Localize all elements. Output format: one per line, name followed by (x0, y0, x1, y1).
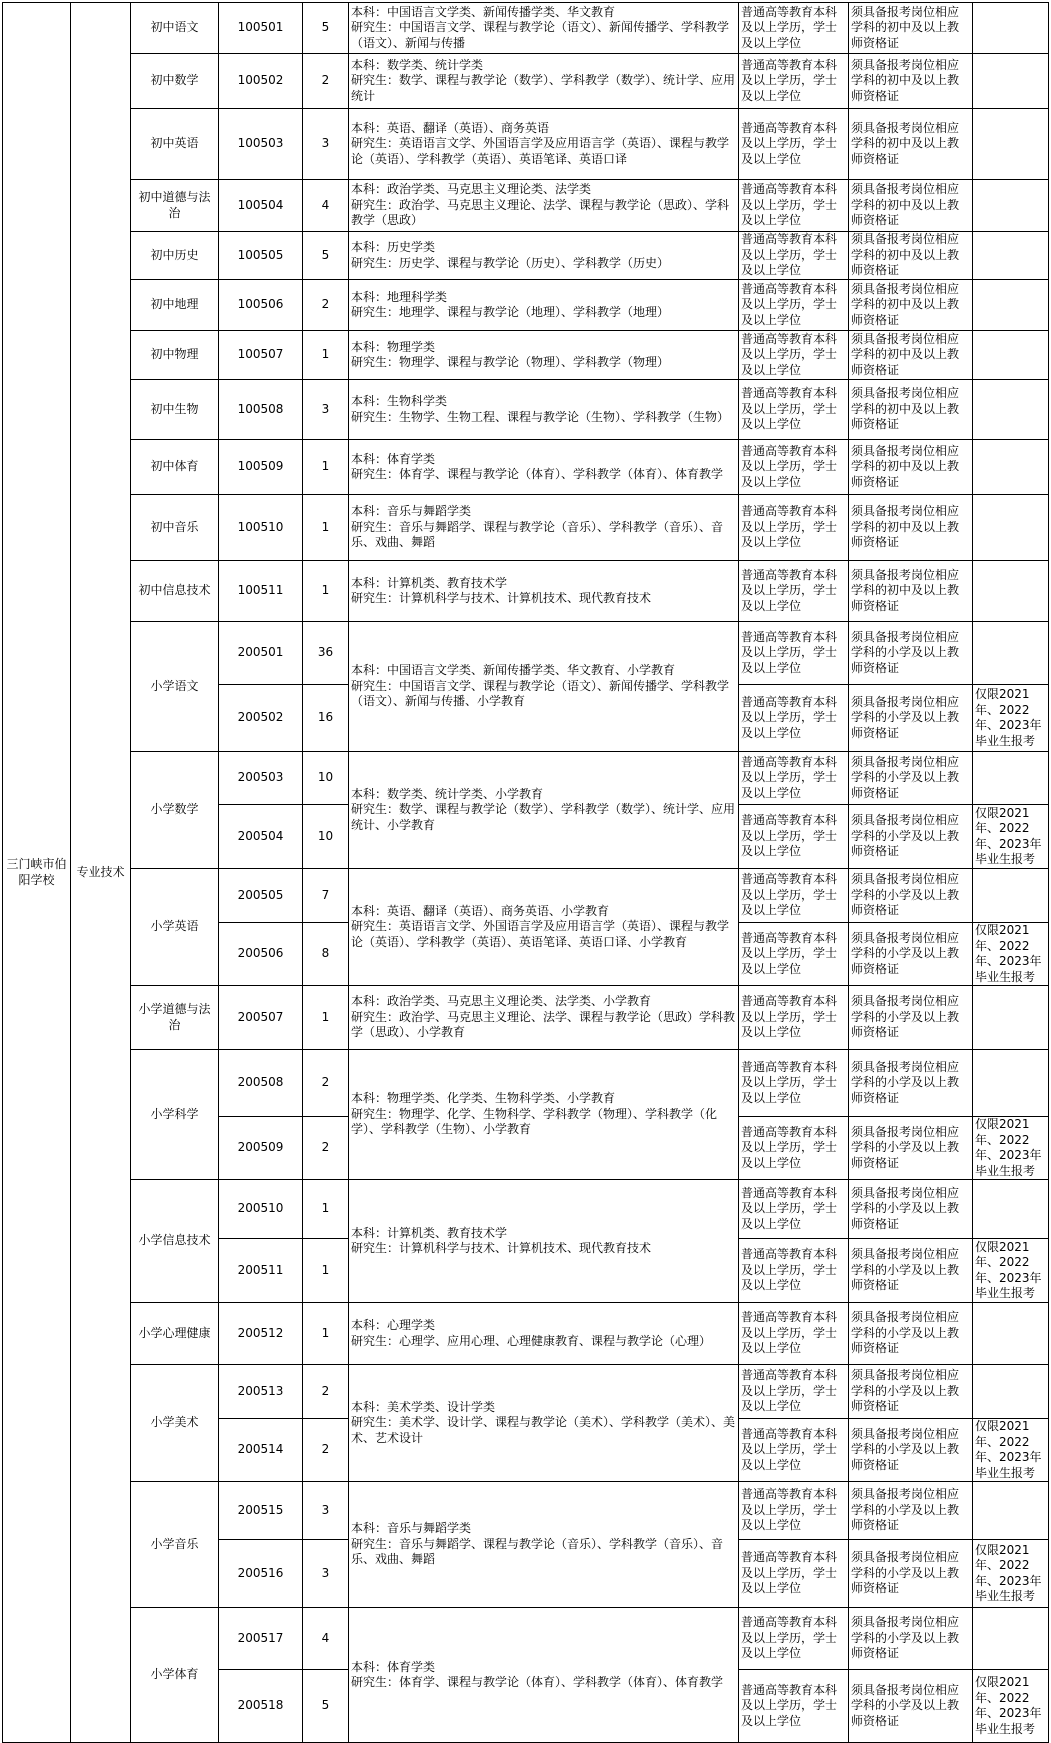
certificate-requirement: 须具备报考岗位相应学科的初中及以上教师资格证 (849, 561, 973, 622)
position-category: 专业技术 (71, 3, 131, 1743)
hiring-count: 1 (303, 1303, 349, 1365)
education-requirement: 普通高等教育本科及以上学历，学士及以上学位 (739, 1050, 849, 1117)
position-code: 200512 (219, 1303, 303, 1365)
major-requirement: 本科：地理科学类 研究生：地理学、课程与教学论（地理）、学科教学（地理） (349, 280, 739, 331)
subject-name: 初中音乐 (131, 495, 219, 561)
position-code: 200507 (219, 986, 303, 1050)
subject-name: 初中英语 (131, 109, 219, 180)
table-row (3, 331, 1049, 380)
position-code: 100510 (219, 495, 303, 561)
education-requirement: 普通高等教育本科及以上学历，学士及以上学位 (739, 1540, 849, 1608)
hiring-count: 36 (303, 622, 349, 685)
hiring-count: 1 (303, 495, 349, 561)
remark-cell (973, 495, 1049, 561)
subject-name: 小学数学 (131, 752, 219, 869)
education-requirement: 普通高等教育本科及以上学历，学士及以上学位 (739, 869, 849, 923)
certificate-requirement: 须具备报考岗位相应学科的小学及以上教师资格证 (849, 1419, 973, 1482)
position-code: 100502 (219, 54, 303, 109)
remark-cell (973, 3, 1049, 54)
certificate-requirement: 须具备报考岗位相应学科的小学及以上教师资格证 (849, 685, 973, 752)
certificate-requirement: 须具备报考岗位相应学科的初中及以上教师资格证 (849, 109, 973, 180)
certificate-requirement: 须具备报考岗位相应学科的初中及以上教师资格证 (849, 180, 973, 232)
education-requirement: 普通高等教育本科及以上学历，学士及以上学位 (739, 622, 849, 685)
education-requirement: 普通高等教育本科及以上学历，学士及以上学位 (739, 923, 849, 986)
position-code: 200510 (219, 1180, 303, 1239)
table-row (3, 1365, 1049, 1419)
certificate-requirement: 须具备报考岗位相应学科的小学及以上教师资格证 (849, 1365, 973, 1419)
subject-name: 小学音乐 (131, 1482, 219, 1608)
certificate-requirement: 须具备报考岗位相应学科的初中及以上教师资格证 (849, 331, 973, 380)
certificate-requirement: 须具备报考岗位相应学科的小学及以上教师资格证 (849, 1180, 973, 1239)
position-code: 100509 (219, 440, 303, 495)
certificate-requirement: 须具备报考岗位相应学科的小学及以上教师资格证 (849, 869, 973, 923)
remark-cell (973, 1482, 1049, 1540)
hiring-count: 7 (303, 869, 349, 923)
education-requirement: 普通高等教育本科及以上学历，学士及以上学位 (739, 1419, 849, 1482)
major-requirement: 本科：数学类、统计学类 研究生：数学、课程与教学论（数学）、学科教学（数学）、统计学、应用统计 (349, 54, 739, 109)
hiring-count: 8 (303, 923, 349, 986)
subject-name: 初中地理 (131, 280, 219, 331)
organization-name: 三门峡市伯阳学校 (3, 3, 71, 1743)
major-requirement: 本科：中国语言文学类、新闻传播学类、华文教育、小学教育 研究生：中国语言文学、课程与教学论（语文）、新闻传播学、学科教学（语文）、新闻与传播、小学教育 (349, 622, 739, 752)
remark-cell (973, 331, 1049, 380)
table-row (3, 109, 1049, 180)
subject-name: 小学科学 (131, 1050, 219, 1180)
certificate-requirement: 须具备报考岗位相应学科的小学及以上教师资格证 (849, 1670, 973, 1743)
position-code: 200506 (219, 923, 303, 986)
major-requirement: 本科：音乐与舞蹈学类 研究生：音乐与舞蹈学、课程与教学论（音乐）、学科教学（音乐）、音乐、戏曲、舞蹈 (349, 1482, 739, 1608)
education-requirement: 普通高等教育本科及以上学历，学士及以上学位 (739, 1239, 849, 1303)
subject-name: 小学语文 (131, 622, 219, 752)
hiring-count: 2 (303, 1419, 349, 1482)
hiring-count: 1 (303, 986, 349, 1050)
certificate-requirement: 须具备报考岗位相应学科的初中及以上教师资格证 (849, 54, 973, 109)
position-code: 100507 (219, 331, 303, 380)
subject-name: 初中信息技术 (131, 561, 219, 622)
position-code: 200516 (219, 1540, 303, 1608)
position-code: 200501 (219, 622, 303, 685)
education-requirement: 普通高等教育本科及以上学历，学士及以上学位 (739, 3, 849, 54)
major-requirement: 本科：计算机类、教育技术学 研究生：计算机科学与技术、计算机技术、现代教育技术 (349, 561, 739, 622)
hiring-count: 1 (303, 1180, 349, 1239)
position-code: 200504 (219, 805, 303, 869)
education-requirement: 普通高等教育本科及以上学历，学士及以上学位 (739, 180, 849, 232)
remark-cell (973, 280, 1049, 331)
major-requirement: 本科：中国语言文学类、新闻传播学类、华文教育 研究生：中国语言文学、课程与教学论（语文）、新闻传播学、学科教学（语文）、新闻与传播 (349, 3, 739, 54)
certificate-requirement: 须具备报考岗位相应学科的初中及以上教师资格证 (849, 380, 973, 440)
position-code: 200505 (219, 869, 303, 923)
remark-cell (973, 869, 1049, 923)
hiring-count: 10 (303, 752, 349, 805)
certificate-requirement: 须具备报考岗位相应学科的小学及以上教师资格证 (849, 986, 973, 1050)
remark-cell (973, 1303, 1049, 1365)
table-row (3, 1180, 1049, 1239)
hiring-count: 2 (303, 280, 349, 331)
table-row (3, 622, 1049, 685)
position-code: 100505 (219, 232, 303, 280)
hiring-count: 16 (303, 685, 349, 752)
hiring-count: 2 (303, 1117, 349, 1180)
certificate-requirement: 须具备报考岗位相应学科的初中及以上教师资格证 (849, 280, 973, 331)
subject-name: 初中道德与法治 (131, 180, 219, 232)
education-requirement: 普通高等教育本科及以上学历，学士及以上学位 (739, 685, 849, 752)
position-code: 100511 (219, 561, 303, 622)
table-row (3, 1303, 1049, 1365)
hiring-count: 5 (303, 3, 349, 54)
hiring-count: 4 (303, 1608, 349, 1670)
education-requirement: 普通高等教育本科及以上学历，学士及以上学位 (739, 1365, 849, 1419)
graduation-year-note: 仅限2021年、2022年、2023年毕业生报考 (973, 685, 1049, 752)
hiring-count: 1 (303, 561, 349, 622)
certificate-requirement: 须具备报考岗位相应学科的小学及以上教师资格证 (849, 1239, 973, 1303)
position-code: 100506 (219, 280, 303, 331)
subject-name: 小学体育 (131, 1608, 219, 1743)
education-requirement: 普通高等教育本科及以上学历，学士及以上学位 (739, 1117, 849, 1180)
position-code: 200514 (219, 1419, 303, 1482)
position-code: 200503 (219, 752, 303, 805)
education-requirement: 普通高等教育本科及以上学历，学士及以上学位 (739, 232, 849, 280)
education-requirement: 普通高等教育本科及以上学历，学士及以上学位 (739, 331, 849, 380)
education-requirement: 普通高等教育本科及以上学历，学士及以上学位 (739, 109, 849, 180)
remark-cell (973, 440, 1049, 495)
table-row (3, 752, 1049, 805)
certificate-requirement: 须具备报考岗位相应学科的小学及以上教师资格证 (849, 752, 973, 805)
position-code: 200502 (219, 685, 303, 752)
education-requirement: 普通高等教育本科及以上学历，学士及以上学位 (739, 752, 849, 805)
certificate-requirement: 须具备报考岗位相应学科的小学及以上教师资格证 (849, 1608, 973, 1670)
position-code: 100501 (219, 3, 303, 54)
subject-name: 初中体育 (131, 440, 219, 495)
subject-name: 小学美术 (131, 1365, 219, 1482)
table-row (3, 1482, 1049, 1540)
graduation-year-note: 仅限2021年、2022年、2023年毕业生报考 (973, 1117, 1049, 1180)
education-requirement: 普通高等教育本科及以上学历，学士及以上学位 (739, 1180, 849, 1239)
certificate-requirement: 须具备报考岗位相应学科的小学及以上教师资格证 (849, 1482, 973, 1540)
remark-cell (973, 1365, 1049, 1419)
table-row (3, 986, 1049, 1050)
position-code: 200518 (219, 1670, 303, 1743)
hiring-count: 1 (303, 1239, 349, 1303)
education-requirement: 普通高等教育本科及以上学历，学士及以上学位 (739, 1670, 849, 1743)
position-code: 200508 (219, 1050, 303, 1117)
major-requirement: 本科：数学类、统计学类、小学教育 研究生：数学、课程与教学论（数学）、学科教学（数学）、统计学、应用统计、小学教育 (349, 752, 739, 869)
subject-name: 小学英语 (131, 869, 219, 986)
hiring-count: 3 (303, 1482, 349, 1540)
table-row (3, 1050, 1049, 1117)
education-requirement: 普通高等教育本科及以上学历，学士及以上学位 (739, 440, 849, 495)
remark-cell (973, 109, 1049, 180)
education-requirement: 普通高等教育本科及以上学历，学士及以上学位 (739, 986, 849, 1050)
recruitment-table (2, 2, 1049, 1743)
graduation-year-note: 仅限2021年、2022年、2023年毕业生报考 (973, 1670, 1049, 1743)
graduation-year-note: 仅限2021年、2022年、2023年毕业生报考 (973, 1540, 1049, 1608)
certificate-requirement: 须具备报考岗位相应学科的小学及以上教师资格证 (849, 1050, 973, 1117)
certificate-requirement: 须具备报考岗位相应学科的初中及以上教师资格证 (849, 232, 973, 280)
position-code: 100503 (219, 109, 303, 180)
hiring-count: 3 (303, 1540, 349, 1608)
certificate-requirement: 须具备报考岗位相应学科的小学及以上教师资格证 (849, 1540, 973, 1608)
table-row (3, 380, 1049, 440)
major-requirement: 本科：体育学类 研究生：体育学、课程与教学论（体育）、学科教学（体育）、体育教学 (349, 1608, 739, 1743)
education-requirement: 普通高等教育本科及以上学历，学士及以上学位 (739, 1303, 849, 1365)
remark-cell (973, 180, 1049, 232)
table-row (3, 561, 1049, 622)
certificate-requirement: 须具备报考岗位相应学科的初中及以上教师资格证 (849, 495, 973, 561)
major-requirement: 本科：英语、翻译（英语）、商务英语 研究生：英语语言文学、外国语言学及应用语言学（英语）、课程与教学论（英语）、学科教学（英语）、英语笔译、英语口译 (349, 109, 739, 180)
hiring-count: 2 (303, 1365, 349, 1419)
remark-cell (973, 380, 1049, 440)
education-requirement: 普通高等教育本科及以上学历，学士及以上学位 (739, 54, 849, 109)
position-code: 200513 (219, 1365, 303, 1419)
education-requirement: 普通高等教育本科及以上学历，学士及以上学位 (739, 561, 849, 622)
hiring-count: 4 (303, 180, 349, 232)
major-requirement: 本科：历史学类 研究生：历史学、课程与教学论（历史）、学科教学（历史） (349, 232, 739, 280)
subject-name: 初中语文 (131, 3, 219, 54)
graduation-year-note: 仅限2021年、2022年、2023年毕业生报考 (973, 1419, 1049, 1482)
position-code: 100504 (219, 180, 303, 232)
remark-cell (973, 1180, 1049, 1239)
position-code: 200511 (219, 1239, 303, 1303)
table-row (3, 280, 1049, 331)
subject-name: 初中物理 (131, 331, 219, 380)
major-requirement: 本科：英语、翻译（英语）、商务英语、小学教育 研究生：英语语言文学、外国语言学及应用语言学（英语）、课程与教学论（英语）、学科教学（英语）、英语笔译、英语口译、小学教育 (349, 869, 739, 986)
certificate-requirement: 须具备报考岗位相应学科的小学及以上教师资格证 (849, 622, 973, 685)
certificate-requirement: 须具备报考岗位相应学科的小学及以上教师资格证 (849, 805, 973, 869)
major-requirement: 本科：美术学类、设计学类 研究生：美术学、设计学、课程与教学论（美术）、学科教学（美术）、美术、艺术设计 (349, 1365, 739, 1482)
table-row (3, 495, 1049, 561)
graduation-year-note: 仅限2021年、2022年、2023年毕业生报考 (973, 923, 1049, 986)
subject-name: 小学心理健康 (131, 1303, 219, 1365)
certificate-requirement: 须具备报考岗位相应学科的小学及以上教师资格证 (849, 1303, 973, 1365)
table-row (3, 180, 1049, 232)
hiring-count: 2 (303, 54, 349, 109)
table-row (3, 3, 1049, 54)
education-requirement: 普通高等教育本科及以上学历，学士及以上学位 (739, 380, 849, 440)
subject-name: 初中数学 (131, 54, 219, 109)
subject-name: 小学信息技术 (131, 1180, 219, 1303)
remark-cell (973, 622, 1049, 685)
certificate-requirement: 须具备报考岗位相应学科的小学及以上教师资格证 (849, 923, 973, 986)
remark-cell (973, 54, 1049, 109)
education-requirement: 普通高等教育本科及以上学历，学士及以上学位 (739, 495, 849, 561)
position-code: 200509 (219, 1117, 303, 1180)
major-requirement: 本科：音乐与舞蹈学类 研究生：音乐与舞蹈学、课程与教学论（音乐）、学科教学（音乐）、音乐、戏曲、舞蹈 (349, 495, 739, 561)
table-row (3, 440, 1049, 495)
table-row (3, 54, 1049, 109)
hiring-count: 3 (303, 109, 349, 180)
remark-cell (973, 752, 1049, 805)
certificate-requirement: 须具备报考岗位相应学科的初中及以上教师资格证 (849, 3, 973, 54)
hiring-count: 2 (303, 1050, 349, 1117)
major-requirement: 本科：物理学类、化学类、生物科学类、小学教育 研究生：物理学、化学、生物科学、学科教学（物理）、学科教学（化学）、学科教学（生物）、小学教育 (349, 1050, 739, 1180)
certificate-requirement: 须具备报考岗位相应学科的小学及以上教师资格证 (849, 1117, 973, 1180)
table-row (3, 1608, 1049, 1670)
remark-cell (973, 561, 1049, 622)
graduation-year-note: 仅限2021年、2022年、2023年毕业生报考 (973, 805, 1049, 869)
hiring-count: 5 (303, 232, 349, 280)
major-requirement: 本科：政治学类、马克思主义理论类、法学类 研究生：政治学、马克思主义理论、法学、课程与教学论（思政）、学科教学（思政） (349, 180, 739, 232)
major-requirement: 本科：体育学类 研究生：体育学、课程与教学论（体育）、学科教学（体育）、体育教学 (349, 440, 739, 495)
remark-cell (973, 232, 1049, 280)
hiring-count: 5 (303, 1670, 349, 1743)
major-requirement: 本科：政治学类、马克思主义理论类、法学类、小学教育 研究生：政治学、马克思主义理论、法学、课程与教学论（思政）学科教学（思政）、小学教育 (349, 986, 739, 1050)
major-requirement: 本科：计算机类、教育技术学 研究生：计算机科学与技术、计算机技术、现代教育技术 (349, 1180, 739, 1303)
position-code: 100508 (219, 380, 303, 440)
certificate-requirement: 须具备报考岗位相应学科的初中及以上教师资格证 (849, 440, 973, 495)
education-requirement: 普通高等教育本科及以上学历，学士及以上学位 (739, 280, 849, 331)
position-code: 200515 (219, 1482, 303, 1540)
hiring-count: 3 (303, 380, 349, 440)
education-requirement: 普通高等教育本科及以上学历，学士及以上学位 (739, 1482, 849, 1540)
hiring-count: 1 (303, 331, 349, 380)
education-requirement: 普通高等教育本科及以上学历，学士及以上学位 (739, 1608, 849, 1670)
remark-cell (973, 1050, 1049, 1117)
major-requirement: 本科：心理学类 研究生：心理学、应用心理、心理健康教育、课程与教学论（心理） (349, 1303, 739, 1365)
major-requirement: 本科：物理学类 研究生：物理学、课程与教学论（物理）、学科教学（物理） (349, 331, 739, 380)
subject-name: 初中历史 (131, 232, 219, 280)
table-row (3, 232, 1049, 280)
subject-name: 小学道德与法治 (131, 986, 219, 1050)
remark-cell (973, 986, 1049, 1050)
hiring-count: 10 (303, 805, 349, 869)
education-requirement: 普通高等教育本科及以上学历，学士及以上学位 (739, 805, 849, 869)
subject-name: 初中生物 (131, 380, 219, 440)
table-row (3, 869, 1049, 923)
remark-cell (973, 1608, 1049, 1670)
graduation-year-note: 仅限2021年、2022年、2023年毕业生报考 (973, 1239, 1049, 1303)
position-code: 200517 (219, 1608, 303, 1670)
hiring-count: 1 (303, 440, 349, 495)
major-requirement: 本科：生物科学类 研究生：生物学、生物工程、课程与教学论（生物）、学科教学（生物） (349, 380, 739, 440)
